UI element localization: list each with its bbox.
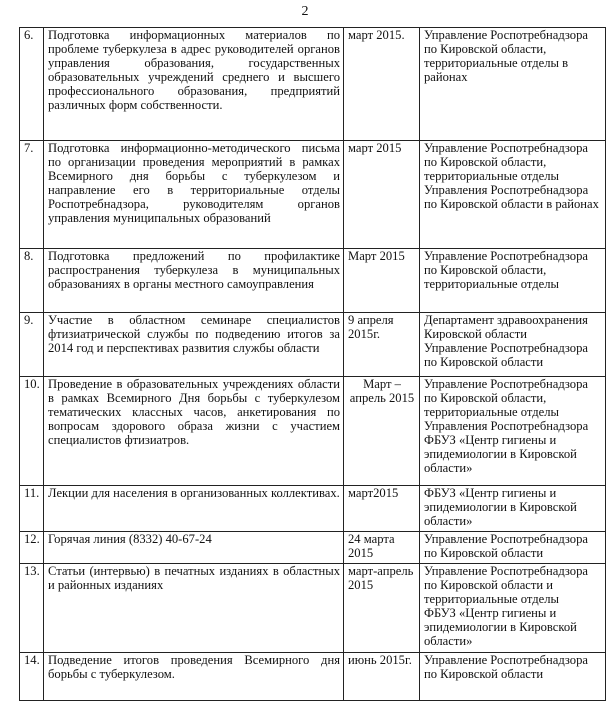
activity-cell: Подготовка предложений по профилактике распространения туберкулеза в муниципальных образованиях в органы местного самоуправления (44, 249, 344, 313)
responsible-line: Управление Роспотребнадзора по Кировской области, территориальные отделы в районах (424, 28, 588, 84)
date-cell: Март – апрель 2015 (344, 377, 420, 486)
date-cell: март2015 (344, 486, 420, 532)
date-cell: 9 апреля 2015г. (344, 313, 420, 377)
responsible-line: Управление Роспотребнадзора по Кировской области (424, 532, 588, 560)
responsible-cell (420, 564, 606, 653)
activity-cell: Подготовка информационно-методического письма по организации проведения мероприятий в рамках Всемирного дня борьбы с туберкулезом и направление его в территориальные отделы Роспотребнадзора, руководителям органов управления муниципальных образований (44, 141, 344, 249)
responsible-line: Управление Роспотребнадзора по Кировской области, территориальные отделы (424, 249, 588, 291)
responsible-cell (420, 249, 606, 313)
table-row (20, 532, 606, 564)
table-row (20, 313, 606, 377)
activity-cell: Статьи (интервью) в печатных изданиях в областных и районных изданиях (44, 564, 344, 653)
date-cell: март 2015. (344, 28, 420, 141)
table-row (20, 377, 606, 486)
row-number: 10. (20, 377, 44, 486)
responsible-line: Департамент здравоохранения Кировской области (424, 313, 588, 341)
activity-cell: Горячая линия (8332) 40-67-24 (44, 532, 344, 564)
table-row (20, 249, 606, 313)
responsible-line: Управления Роспотребнадзора (424, 419, 589, 433)
activity-cell: Подготовка информационных материалов по проблеме туберкулеза в адрес руководителей органов управления образования, государственных образовательных учреждений среднего и высшего профессионального образования, предприятий различных форм собственности. (44, 28, 344, 141)
date-cell: 24 марта 2015 (344, 532, 420, 564)
responsible-line: Управление Роспотребнадзора по Кировской области и территориальные отделы (424, 564, 588, 606)
responsible-cell (420, 313, 606, 377)
date-cell: март-апрель 2015 (344, 564, 420, 653)
date-cell: март 2015 (344, 141, 420, 249)
date-cell: Март 2015 (344, 249, 420, 313)
table-row (20, 28, 606, 141)
responsible-cell (420, 141, 606, 249)
row-number: 11. (20, 486, 44, 532)
responsible-cell (420, 377, 606, 486)
activity-cell: Проведение в образовательных учреждениях области в рамках Всемирного Дня борьбы с туберкулезом тематических классных часов, анкетирования по вопросам здорового образа жизни с участием специалистов фтизиатров. (44, 377, 344, 486)
responsible-cell (420, 486, 606, 532)
row-number: 9. (20, 313, 44, 377)
row-number: 14. (20, 653, 44, 701)
responsible-cell (420, 653, 606, 701)
date-cell: июнь 2015г. (344, 653, 420, 701)
responsible-line: Управление Роспотребнадзора по Кировской области (424, 341, 588, 369)
table-row (20, 653, 606, 701)
responsible-line: Управление Роспотребнадзора по Кировской области (424, 653, 588, 681)
activity-cell: Лекции для населения в организованных коллективах. (44, 486, 344, 532)
responsible-line: ФБУЗ «Центр гигиены и эпидемиологии в Кировской области» (424, 433, 577, 475)
row-number: 13. (20, 564, 44, 653)
activity-cell: Подведение итогов проведения Всемирного дня борьбы с туберкулезом. (44, 653, 344, 701)
responsible-cell (420, 532, 606, 564)
responsible-line: ФБУЗ «Центр гигиены и эпидемиологии в Кировской области» (424, 606, 577, 648)
responsible-line: Управления Роспотребнадзора по Кировской области в районах (424, 183, 599, 211)
activity-cell: Участие в областном семинаре специалистов фтизиатрической службы по подведению итогов за 2014 год и перспективах развития службы области (44, 313, 344, 377)
events-table (19, 27, 606, 701)
responsible-cell (420, 28, 606, 141)
responsible-line: Управление Роспотребнадзора по Кировской области, территориальные отделы (424, 141, 588, 183)
table-row (20, 564, 606, 653)
row-number: 7. (20, 141, 44, 249)
row-number: 8. (20, 249, 44, 313)
row-number: 12. (20, 532, 44, 564)
responsible-line: Управление Роспотребнадзора по Кировской области, территориальные отделы (424, 377, 588, 419)
table-row (20, 141, 606, 249)
responsible-line: ФБУЗ «Центр гигиены и эпидемиологии в Кировской области» (424, 486, 577, 528)
table-row (20, 486, 606, 532)
row-number: 6. (20, 28, 44, 141)
page-number: 2 (301, 4, 309, 19)
